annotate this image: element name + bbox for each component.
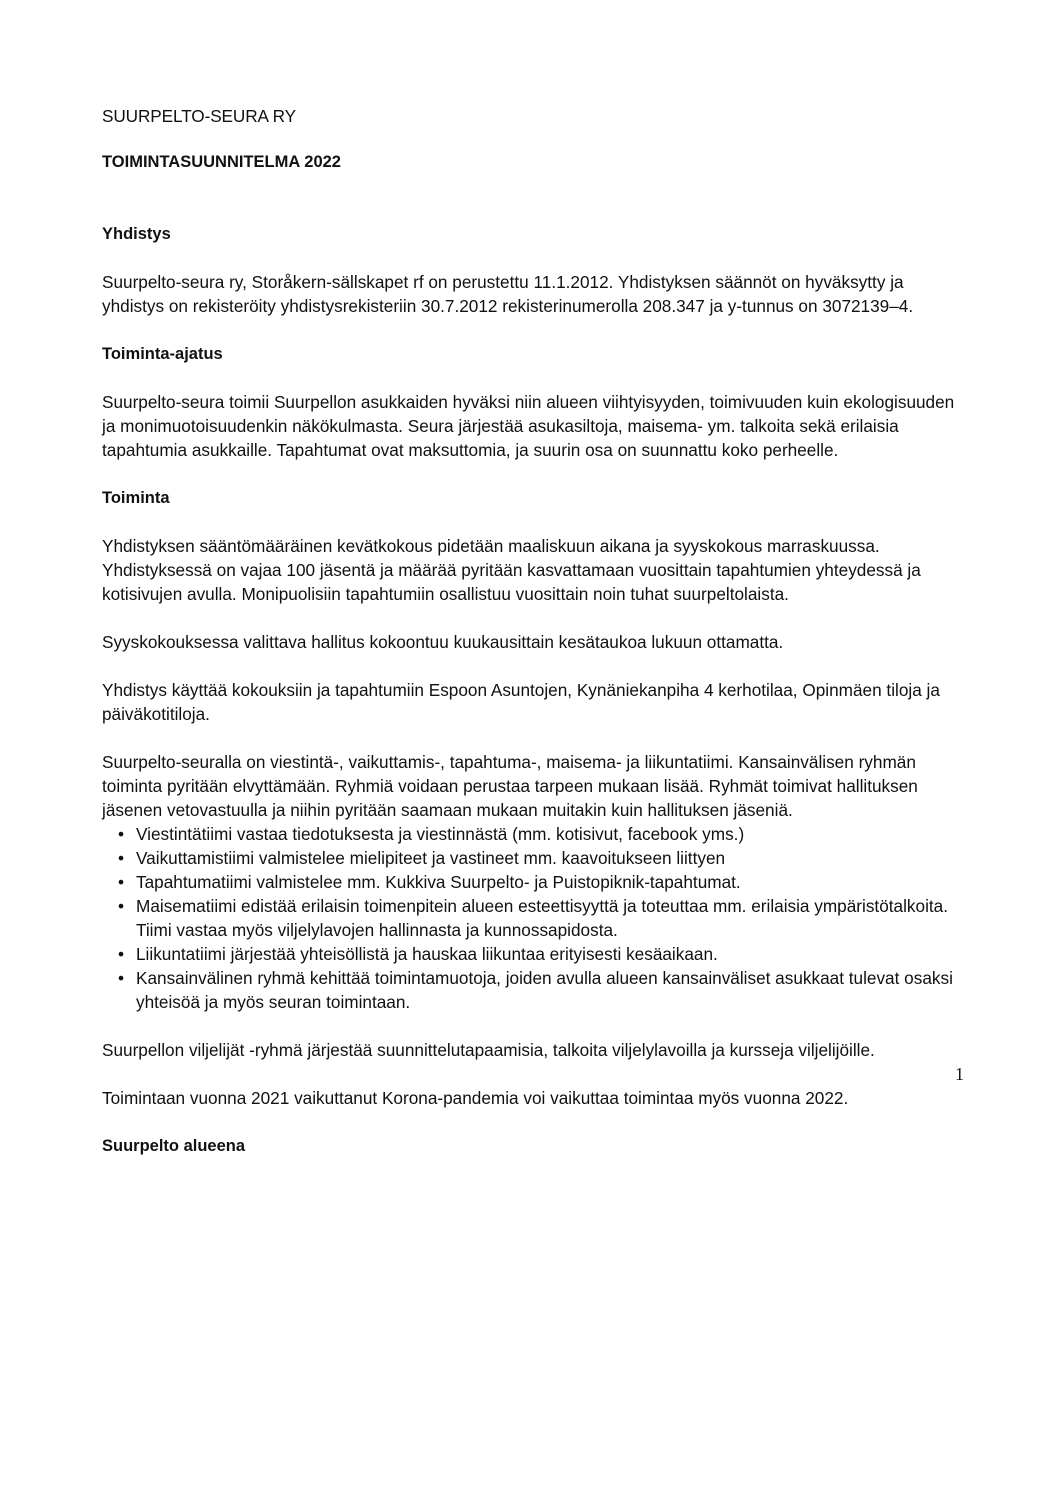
team-list-item: • Tapahtumatiimi valmistelee mm. Kukkiva Suurpelto- ja Puistopiknik-tapahtumat. [118, 870, 776, 894]
team-list-item: • Kansainvälinen ryhmä kehittää toimintamuotoja, joiden avulla alueen kansainväliset asukkaat tulevat osaksi yhteisöä ja myös seuran toimintaan. [118, 966, 962, 1014]
toiminta-paragraph: Syyskokouksessa valittava hallitus kokoontuu kuukausittain kesätaukoa lukuun ottamatta. [102, 632, 784, 652]
yhdistys-paragraph: Suurpelto-seura ry, Storåkern-sällskapet rf on perustettu 11.1.2012. Yhdistyksen säännöt on hyväksytty ja yhdistys on rekisteröity yhdistysrekisteriin 30.7.2012 rekisterinumerolla 208.347 ja y-tunnus on 3072139–4. [102, 272, 914, 316]
organization-name: SUURPELTO-SEURA RY [102, 106, 296, 126]
team-list-item: • Viestintätiimi vastaa tiedotuksesta ja viestinnästä (mm. kotisivut, facebook yms.) [118, 822, 962, 846]
document-body [102, 104, 962, 1182]
toiminta-paragraph: Yhdistyksen sääntömääräinen kevätkokous pidetään maaliskuun aikana ja syyskokous marraskuussa. Yhdistyksessä on vajaa 100 jäsentä ja määrää pyritään kasvattamaan vuosittain tapahtumien yhteydessä ja kotisivujen avulla. Monipuolisiin tapahtumiin osallistuu vuosittain noin tuhat suurpeltolaista. [102, 536, 921, 604]
section-heading-toiminta-ajatus: Toiminta-ajatus [102, 345, 223, 363]
team-list [102, 822, 962, 1014]
document-title: TOIMINTASUUNNITELMA 2022 [102, 153, 341, 171]
team-list-item: • Vaikuttamistiimi valmistelee mielipiteet ja vastineet mm. kaavoitukseen liittyen [118, 846, 962, 870]
section-heading-toiminta: Toiminta [102, 489, 170, 507]
toiminta-paragraph: Yhdistys käyttää kokouksiin ja tapahtumiin Espoon Asuntojen, Kynäniekanpiha 4 kerhotilaa, Opinmäen tiloja ja päiväkotitiloja. [102, 680, 940, 724]
toiminta-paragraph: Toimintaan vuonna 2021 vaikuttanut Korona-pandemia voi vaikuttaa toimintaa myös vuonna 2022. [102, 1088, 849, 1108]
team-list-item: • Liikuntatiimi järjestää yhteisöllistä ja hauskaa liikuntaa erityisesti kesäaikaan. [118, 942, 962, 966]
toiminta-ajatus-paragraph: Suurpelto-seura toimii Suurpellon asukkaiden hyväksi niin alueen viihtyisyyden, toimivuuden kuin ekologisuuden ja monimuotoisuudenkin näkökulmasta. Seura järjestää asukasiltoja, maisema- ym. talkoita sekä erilaisia tapahtumia asukkaille. Tapahtumat ovat maksuttomia, ja suurin osa on suunnattu koko perheelle. [102, 392, 955, 460]
section-heading-yhdistys: Yhdistys [102, 225, 171, 243]
page-number: 1 [955, 1064, 964, 1084]
team-list-item: • Maisematiimi edistää erilaisin toimenpitein alueen esteettisyyttä ja toteuttaa mm. erilaisia ympäristötalkoita. Tiimi vastaa myös viljelylavojen hallinnasta ja kunnossapidosta. [118, 894, 962, 942]
toiminta-paragraph: Suurpelto-seuralla on viestintä-, vaikuttamis-, tapahtuma-, maisema- ja liikuntatiimi. Kansainvälisen ryhmän toiminta pyritään elvyttämään. Ryhmiä voidaan perustaa tarpeen mukaan lisää. Ryhmät toimivat hallituksen jäsenen vetovastuulla ja niihin pyritään saamaan mukaan muitakin kuin hallituksen jäseniä. [102, 752, 918, 820]
section-heading-suurpelto-alueena: Suurpelto alueena [102, 1137, 246, 1155]
toiminta-paragraph: Suurpellon viljelijät -ryhmä järjestää suunnittelutapaamisia, talkoita viljelylavoilla ja kursseja viljelijöille. [102, 1040, 875, 1060]
